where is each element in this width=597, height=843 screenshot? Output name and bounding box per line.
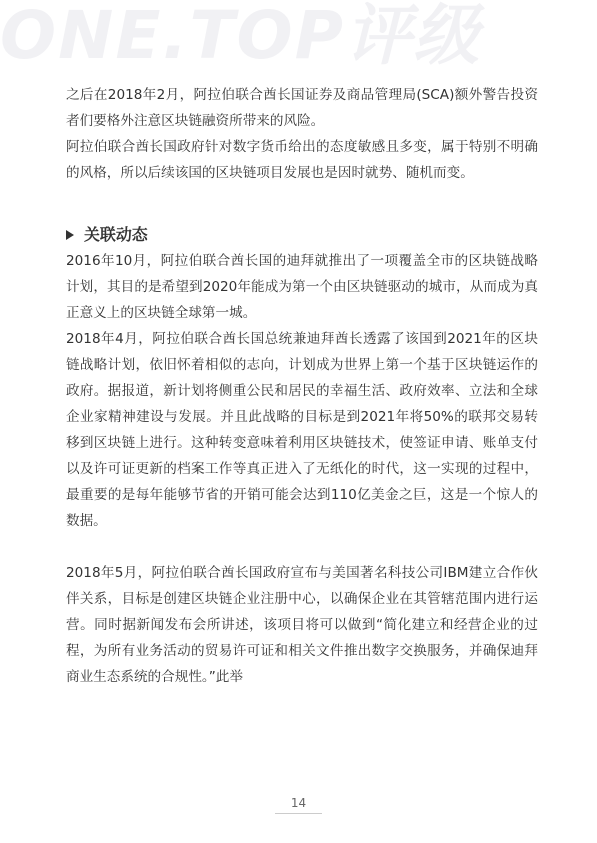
page-footer xyxy=(0,796,597,814)
document-body xyxy=(66,82,538,690)
paragraph: 之后在2018年2月，阿拉伯联合酋长国证券及商品管理局(SCA)额外警告投资者们要格外注意区块链融资所带来的风险。 xyxy=(66,87,538,129)
section-title: 关联动态 xyxy=(84,225,148,244)
paragraph: 阿拉伯联合酋长国政府针对数字货币给出的态度敏感且多变，属于特别不明确的风格，所以后续该国的区块链项目发展也是因时就势、随机而变。 xyxy=(66,139,538,181)
paragraph: 2016年10月，阿拉伯联合酋长国的迪拜就推出了一项覆盖全市的区块链战略计划，其目的是希望到2020年能成为第一个由区块链驱动的城市，从而成为真正意义上的区块链全球第一城。 xyxy=(66,253,538,321)
triangle-bullet-icon xyxy=(66,230,74,240)
page-number: 14 xyxy=(275,796,322,814)
section-heading xyxy=(66,222,538,248)
paragraph: 2018年4月，阿拉伯联合酋长国总统兼迪拜酋长透露了该国到2021年的区块链战略计划，依旧怀着相似的志向，计划成为世界上第一个基于区块链运作的政府。据报道，新计划将侧重公民和居民的幸福生活、政府效率、立法和全球企业家精神建设与发展。并且此战略的目标是到2021年将50%的联邦交易转移到区块链上进行。这种转变意味着利用区块链技术，使签证申请、账单支付以及许可证更新的档案工作等真正进入了无纸化的时代，这一实现的过程中，最重要的是每年能够节省的开销可能会达到110亿美金之巨，这是一个惊人的数据。 xyxy=(66,331,538,529)
watermark-logo: ONE.TOP评级 xyxy=(0,0,481,74)
paragraph: 2018年5月，阿拉伯联合酋长国政府宣布与美国著名科技公司IBM建立合作伙伴关系，目标是创建区块链企业注册中心，以确保企业在其管辖范围内进行运营。同时据新闻发布会所讲述，该项目将可以做到“简化建立和经营企业的过程，为所有业务活动的贸易许可证和相关文件推出数字交换服务，并确保迪拜商业生态系统的合规性。”此举 xyxy=(66,565,538,685)
